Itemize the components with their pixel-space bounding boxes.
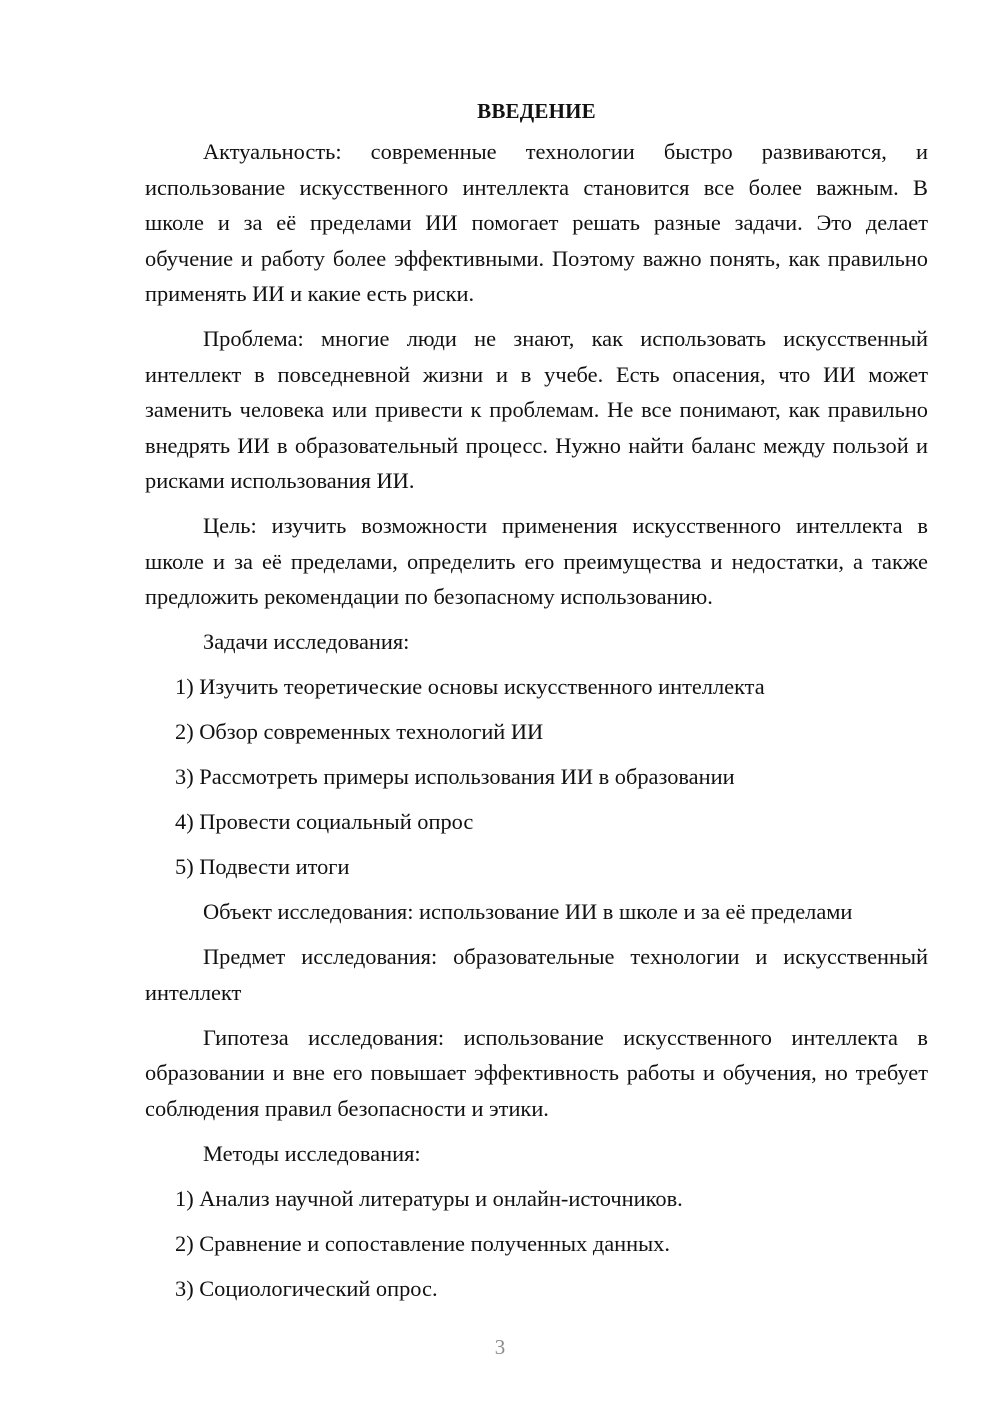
task-item: 4) Провести социальный опрос xyxy=(175,809,474,834)
page-number: 3 xyxy=(494,1335,506,1359)
document-page xyxy=(145,96,928,1316)
section-title: ВВЕДЕНИЕ xyxy=(477,99,596,123)
research-subject: Предмет исследования: образовательные технологии и искусственный интеллект xyxy=(145,944,928,1005)
relevance-paragraph: Актуальность: современные технологии быстро развиваются, и использование искусственного интеллекта становится все более важным. В школе и за её пределами ИИ помогает решать разные задачи. Это делает обучение и работу более эффективными. Поэтому важно понять, как правильно применять ИИ и какие есть риски. xyxy=(145,139,928,306)
method-item: 1) Анализ научной литературы и онлайн-источников. xyxy=(175,1185,683,1211)
method-item: 3) Социологический опрос. xyxy=(175,1275,438,1301)
hypothesis-paragraph: Гипотеза исследования: использование искусственного интеллекта в образовании и вне его повышает эффективность работы и обучения, но требует соблюдения правил безопасности и этики. xyxy=(145,1024,928,1121)
methods-list xyxy=(145,1181,928,1307)
methods-heading: Методы исследования: xyxy=(203,1140,421,1166)
task-item: 1) Изучить теоретические основы искусственного интеллекта xyxy=(175,674,765,699)
research-object: Объект исследования: использование ИИ в школе и за её пределами xyxy=(203,899,853,924)
tasks-heading: Задачи исследования: xyxy=(203,629,410,654)
task-item: 5) Подвести итоги xyxy=(175,854,350,879)
method-item: 2) Сравнение и сопоставление полученных данных. xyxy=(175,1230,670,1256)
goal-paragraph: Цель: изучить возможности применения искусственного интеллекта в школе и за её пределами, определить его преимущества и недостатки, а также предложить рекомендации по безопасному использованию. xyxy=(145,513,928,609)
task-item: 2) Обзор современных технологий ИИ xyxy=(175,719,544,744)
problem-paragraph: Проблема: многие люди не знают, как использовать искусственный интеллект в повседневной жизни и в учебе. Есть опасения, что ИИ может заменить человека или привести к проблемам. Не все понимают, как правильно внедрять ИИ в образовательный процесс. Нужно найти баланс между пользой и рисками использования ИИ. xyxy=(145,326,928,493)
task-item: 3) Рассмотреть примеры использования ИИ в образовании xyxy=(175,764,735,789)
tasks-list xyxy=(145,669,928,885)
